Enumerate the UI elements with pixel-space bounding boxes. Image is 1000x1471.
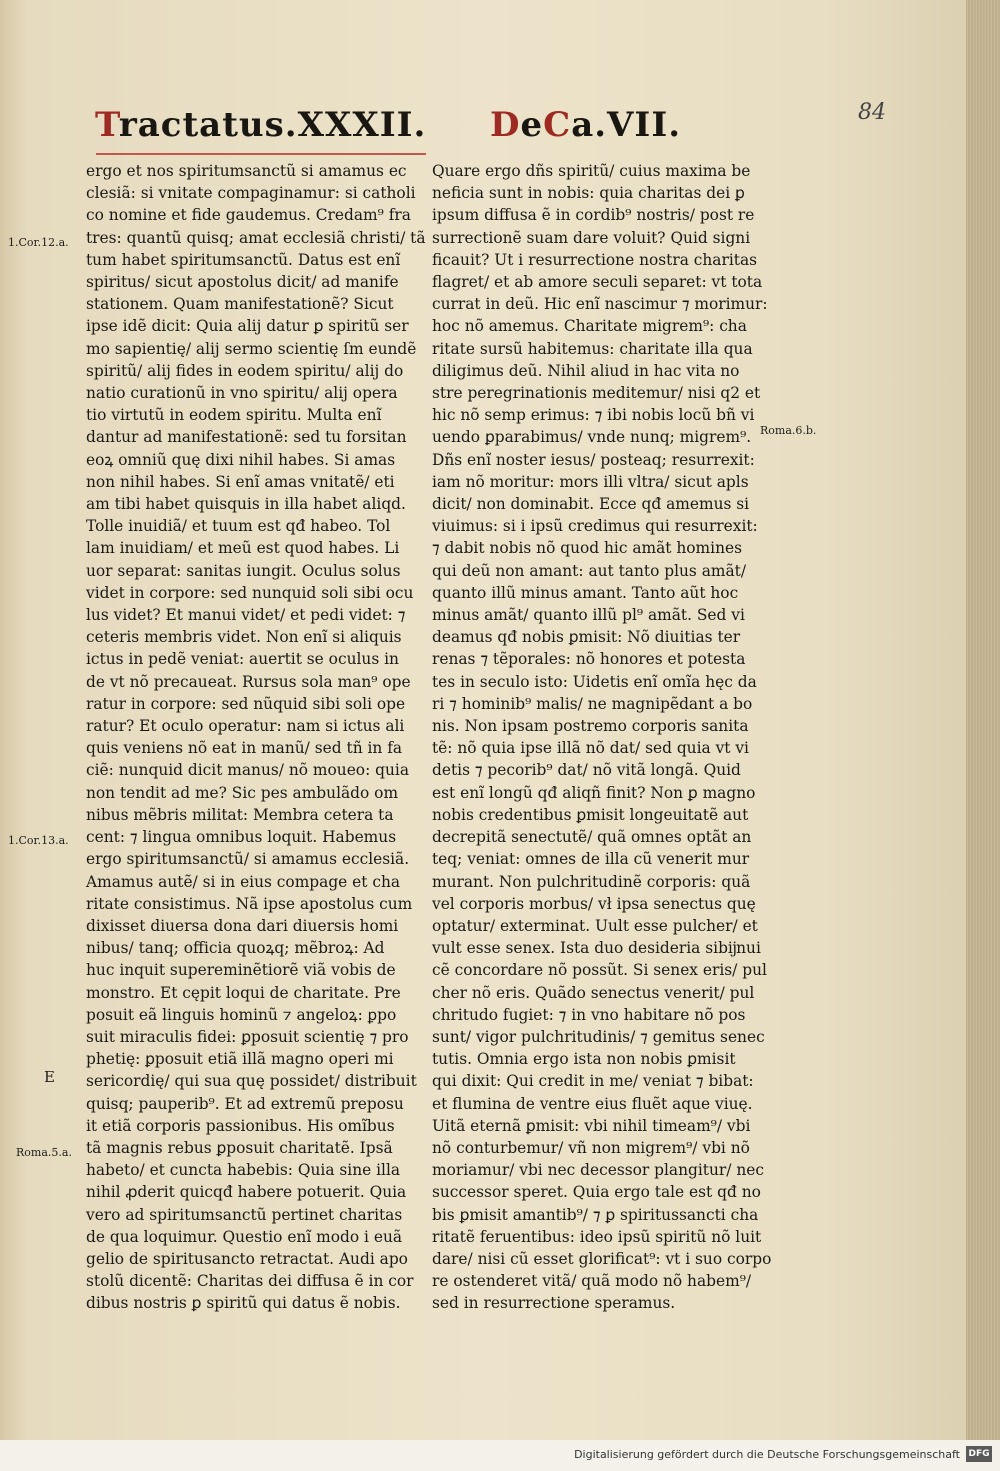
text-line: ri ⁊ hominib⁹ malis/ ne magnipẽdant a bo [432, 694, 753, 713]
text-line: dixisset diuersa dona dari diuersis homi [86, 916, 399, 935]
text-line: non tendit ad me? Sic pes ambulãdo om [86, 783, 399, 802]
folio-number: 84 [858, 100, 886, 125]
rubric-initial-d: D [490, 105, 521, 145]
margin-note-1cor12: 1.Cor.12.a. [8, 236, 69, 249]
text-line: ictus in pedẽ veniat: auertit se oculus in [86, 650, 399, 669]
text-line: hic nõ semp erimus: ⁊ ibi nobis locũ bñ vi [432, 406, 755, 425]
text-line: qui deũ non amant: aut tanto plus amãt/ [432, 561, 747, 580]
text-line: ratur in corpore: sed nũquid sibi soli ope [86, 694, 406, 713]
text-line: tã magnis rebus ꝑposuit charitatẽ. Ipsã [86, 1138, 393, 1157]
text-line: ratur? Et oculo operatur: nam si ictus ali [86, 717, 405, 736]
text-line: stre peregrinationis meditemur/ nisi q2 et [432, 384, 761, 403]
text-line: viuimus: si i ipsũ credimus qui resurrexit: [432, 517, 758, 536]
text-line: uor separat: sanitas iungit. Oculus solus [86, 561, 401, 580]
text-line: suit miraculis fidei: ꝑposuit scientię ⁊ pro [86, 1027, 409, 1046]
text-line: optatur/ exterminat. Uult esse pulcher/ et [432, 916, 758, 935]
text-line: dantur ad manifestationẽ: sed tu forsitan [86, 428, 407, 447]
text-line: ipsum diffusa ẽ in cordib⁹ nostris/ post re [432, 206, 755, 225]
text-line: dare/ nisi cũ esset glorificat⁹: vt i suo corpo [432, 1249, 772, 1268]
text-line: decrepitã senectutẽ/ quã omnes optãt an [432, 828, 752, 847]
rubric-initial: T [95, 105, 119, 145]
text-line: sericordię/ qui sua quę possidet/ distribuit [86, 1072, 417, 1091]
margin-note-1cor13: 1.Cor.13.a. [8, 834, 69, 847]
text-line: surrectionẽ suam dare voluit? Quid signi [432, 228, 751, 247]
text-line: murant. Non pulchritudinẽ corporis: quã [432, 872, 751, 891]
text-line: vult esse senex. Ista duo desideria sibĳnui [432, 939, 761, 958]
page-edge [966, 0, 1000, 1440]
text-line: tutis. Omnia ergo ista non nobis ꝑmisit [432, 1050, 736, 1069]
header-right-mid: e [520, 105, 544, 145]
text-line: tẽ: nõ quia ipse illã nõ dat/ sed quia vt vi [432, 739, 749, 758]
text-column-right [432, 160, 772, 1315]
text-line: vero ad spiritumsanctũ pertinet charitas [86, 1205, 403, 1224]
text-line: nobis credentibus ꝑmisit longeuitatẽ aut [432, 805, 749, 824]
text-line: dicit/ non dominabit. Ecce qđ amemus si [432, 495, 750, 514]
text-line: dibus nostris ꝑ spiritũ qui datus ẽ nobis. [86, 1294, 401, 1313]
red-underline [96, 153, 426, 155]
text-line: ergo et nos spiritumsanctũ si amamus ec [86, 162, 407, 180]
text-line: Quare ergo dñs spiritũ/ cuius maxima be [432, 162, 751, 180]
text-line: cent: ⁊ lingua omnibus loquit. Habemus [86, 828, 397, 847]
text-line: stolũ dicentẽ: Charitas dei diffusa ẽ in cor [86, 1272, 414, 1291]
text-line: spiritũ/ alij fides in eodem spiritu/ alij do [86, 361, 404, 380]
text-line: eoꝝ omniũ quę dixi nihil habes. Si amas [86, 450, 396, 469]
text-line: de qua loquimur. Questio enĩ modo i euã [86, 1227, 403, 1246]
text-line: ceteris membris videt. Non enĩ si aliquis [86, 628, 402, 647]
text-line: lus videt? Et manui videt/ et pedi videt: ⁊ [86, 606, 406, 625]
text-line: quis veniens nõ eat in manũ/ sed tñ in fa [86, 739, 403, 758]
text-line: detis ⁊ pecorib⁹ dat/ nõ vitã longã. Quid [432, 761, 741, 780]
running-header-right [490, 105, 681, 145]
dfg-logo: DFG [966, 1446, 992, 1462]
header-left-text: ractatus.XXXII. [118, 105, 427, 145]
running-header-left [95, 105, 426, 145]
text-line: ficauit? Ut i resurrectione nostra charitas [432, 250, 758, 269]
text-line: non nihil habes. Si enĩ amas vnitatẽ/ eti [86, 472, 395, 491]
text-line: quisq; pauperib⁹. Et ad extremũ preposu [86, 1094, 404, 1113]
text-line: cẽ concordare nõ possũt. Si senex eris/ pul [432, 961, 767, 980]
text-line: it etiã corporis passionibus. His omĩbus [86, 1116, 395, 1135]
text-line: Dñs enĩ noster iesus/ posteaq; resurrexit: [432, 450, 755, 469]
text-line: est enĩ longũ qđ aliqñ finit? Non ꝑ magno [432, 783, 756, 802]
text-line: lam inuidiam/ et meũ est quod habes. Li [86, 539, 400, 558]
text-line: ergo spiritumsanctũ/ si amamus ecclesiã. [86, 850, 410, 869]
header-right-text: a.VII. [571, 105, 682, 145]
text-line: ipse idẽ dicit: Quia alij datur ꝑ spiritũ ser [86, 317, 409, 336]
text-line: bis ꝑmisit amantib⁹/ ⁊ ꝑ spiritussancti cha [432, 1205, 759, 1224]
text-line: sed in resurrectione speramus. [432, 1294, 676, 1313]
text-line: phetię: ꝑposuit etiã illã magno operi mi [86, 1050, 394, 1069]
text-line: co nomine et fide gaudemus. Credam⁹ fra [86, 206, 411, 225]
text-line: de vt nõ precaueat. Rursus sola man⁹ ope [86, 672, 411, 691]
text-line: minus amãt/ quanto illũ pl⁹ amãt. Sed vi [432, 606, 745, 625]
footer-bar [0, 1440, 1000, 1471]
text-line: huc inquit supereminẽtiorẽ viã vobis de [86, 961, 396, 980]
text-line: nõ conturbemur/ vñ non migrem⁹/ vbi nõ [432, 1138, 750, 1157]
text-line: nis. Non ipsam postremo corporis sanita [432, 717, 749, 736]
text-line: re ostenderet vitã/ quã modo nõ habem⁹/ [432, 1272, 752, 1291]
text-line: renas ⁊ tẽporales: nõ honores et potesta [432, 650, 746, 669]
margin-note-roma5: Roma.5.a. [16, 1146, 72, 1159]
text-line: gelio de spiritusancto retractat. Audi apo [86, 1249, 408, 1268]
text-line: hoc nõ amemus. Charitate migrem⁹: cha [432, 317, 747, 336]
text-line: nibus/ tanq; officia quoꝝq; mẽbroꝝ: Ad [86, 939, 385, 958]
text-line: ⁊ dabit nobis nõ quod hic amãt homines [432, 539, 742, 558]
text-line: neficia sunt in nobis: quia charitas dei ꝑ [432, 184, 745, 203]
text-line: tio virtutũ in eodem spiritu. Multa enĩ [86, 406, 382, 425]
text-line: natio curationũ in vno spiritu/ alij opera [86, 384, 398, 403]
rubric-initial-c: C [543, 105, 572, 145]
footer-credit: Digitalisierung gefördert durch die Deutsche Forschungsgemeinschaft [574, 1448, 960, 1461]
text-line: tum habet spiritumsanctũ. Datus est enĩ [86, 250, 401, 269]
text-line: habeto/ et cuncta habebis: Quia sine illa [86, 1161, 401, 1180]
text-line: clesiã: si vnitate compaginamur: si catholi [86, 184, 416, 203]
text-line: deamus qđ nobis ꝑmisit: Nõ diuitias ter [432, 628, 741, 647]
text-line: Uitã eternã ꝑmisit: vbi nihil timeam⁹/ vbi [432, 1116, 751, 1135]
text-line: tes in seculo isto: Uidetis enĩ omĩa hęc da [432, 672, 757, 691]
text-line: posuit eã linguis hominũ ⁊ angeloꝝ: ꝑpo [86, 1005, 397, 1024]
text-line: sunt/ vigor pulchritudinis/ ⁊ gemitus senec [432, 1027, 765, 1046]
text-line: flagret/ et ab amore seculi separet: vt tota [432, 273, 763, 292]
text-line: am tibi habet quisquis in illa habet aliqd. [86, 495, 406, 514]
text-line: spiritus/ sicut apostolus dicit/ ad manife [86, 273, 399, 292]
margin-note-roma6: Roma.6.b. [760, 424, 817, 437]
text-line: ritate sursũ habitemus: charitate illa qua [432, 339, 753, 358]
text-line: iam nõ moritur: mors illi vltra/ sicut apls [432, 472, 749, 491]
text-line: monstro. Et cępit loqui de charitate. Pre [86, 983, 401, 1002]
text-line: quanto illũ minus amant. Tanto aũt hoc [432, 583, 739, 602]
text-line: et flumina de ventre eius fluẽt aque viuę. [432, 1094, 753, 1113]
text-line: vel corporis morbus/ vł ipsa senectus quę [432, 894, 756, 913]
text-line: moriamur/ vbi nec decessor plangitur/ nec [432, 1161, 764, 1180]
text-line: ritatẽ feruentibus: ideo ipsũ spiritũ nõ luit [432, 1227, 762, 1246]
text-line: chritudo fugiet: ⁊ in vno habitare nõ pos [432, 1005, 746, 1024]
text-line: cher nõ eris. Quãdo senectus venerit/ pul [432, 983, 755, 1002]
margin-note-e: E [44, 1068, 55, 1086]
text-line: stationem. Quam manifestationẽ? Sicut [86, 295, 394, 314]
text-line: uendo ꝑparabimus/ vnde nunq; migrem⁹. [432, 428, 752, 447]
text-line: nihil ꝓderit quicqđ habere potuerit. Quia [86, 1183, 407, 1202]
text-line: nibus mẽbris militat: Membra cetera ta [86, 805, 394, 824]
text-line: ritate consistimus. Nã ipse apostolus cum [86, 894, 413, 913]
text-line: Tolle inuidiã/ et tuum est qđ habeo. Tol [86, 517, 391, 536]
text-line: teq; veniat: omnes de illa cũ venerit mur [432, 850, 750, 869]
text-line: qui dixit: Qui credit in me/ veniat ⁊ bibat: [432, 1072, 754, 1091]
text-line: diligimus deũ. Nihil aliud in hac vita no [432, 361, 740, 380]
text-line: tres: quantũ quisq; amat ecclesiã christi/ tã [86, 228, 426, 247]
text-line: mo sapientię/ alij sermo scientię ſm eundẽ [86, 339, 417, 358]
text-line: videt in corpore: sed nunquid soli sibi ocu [86, 583, 414, 602]
text-column-left [86, 160, 426, 1315]
text-line: ciẽ: nunquid dicit manus/ nõ moueo: quia [86, 761, 410, 780]
text-line: Amamus autẽ/ si in eius compage et cha [86, 872, 401, 891]
text-line: currat in deũ. Hic enĩ nascimur ⁊ morimur: [432, 295, 768, 314]
text-line: successor speret. Quia ergo tale est qđ no [432, 1183, 761, 1202]
